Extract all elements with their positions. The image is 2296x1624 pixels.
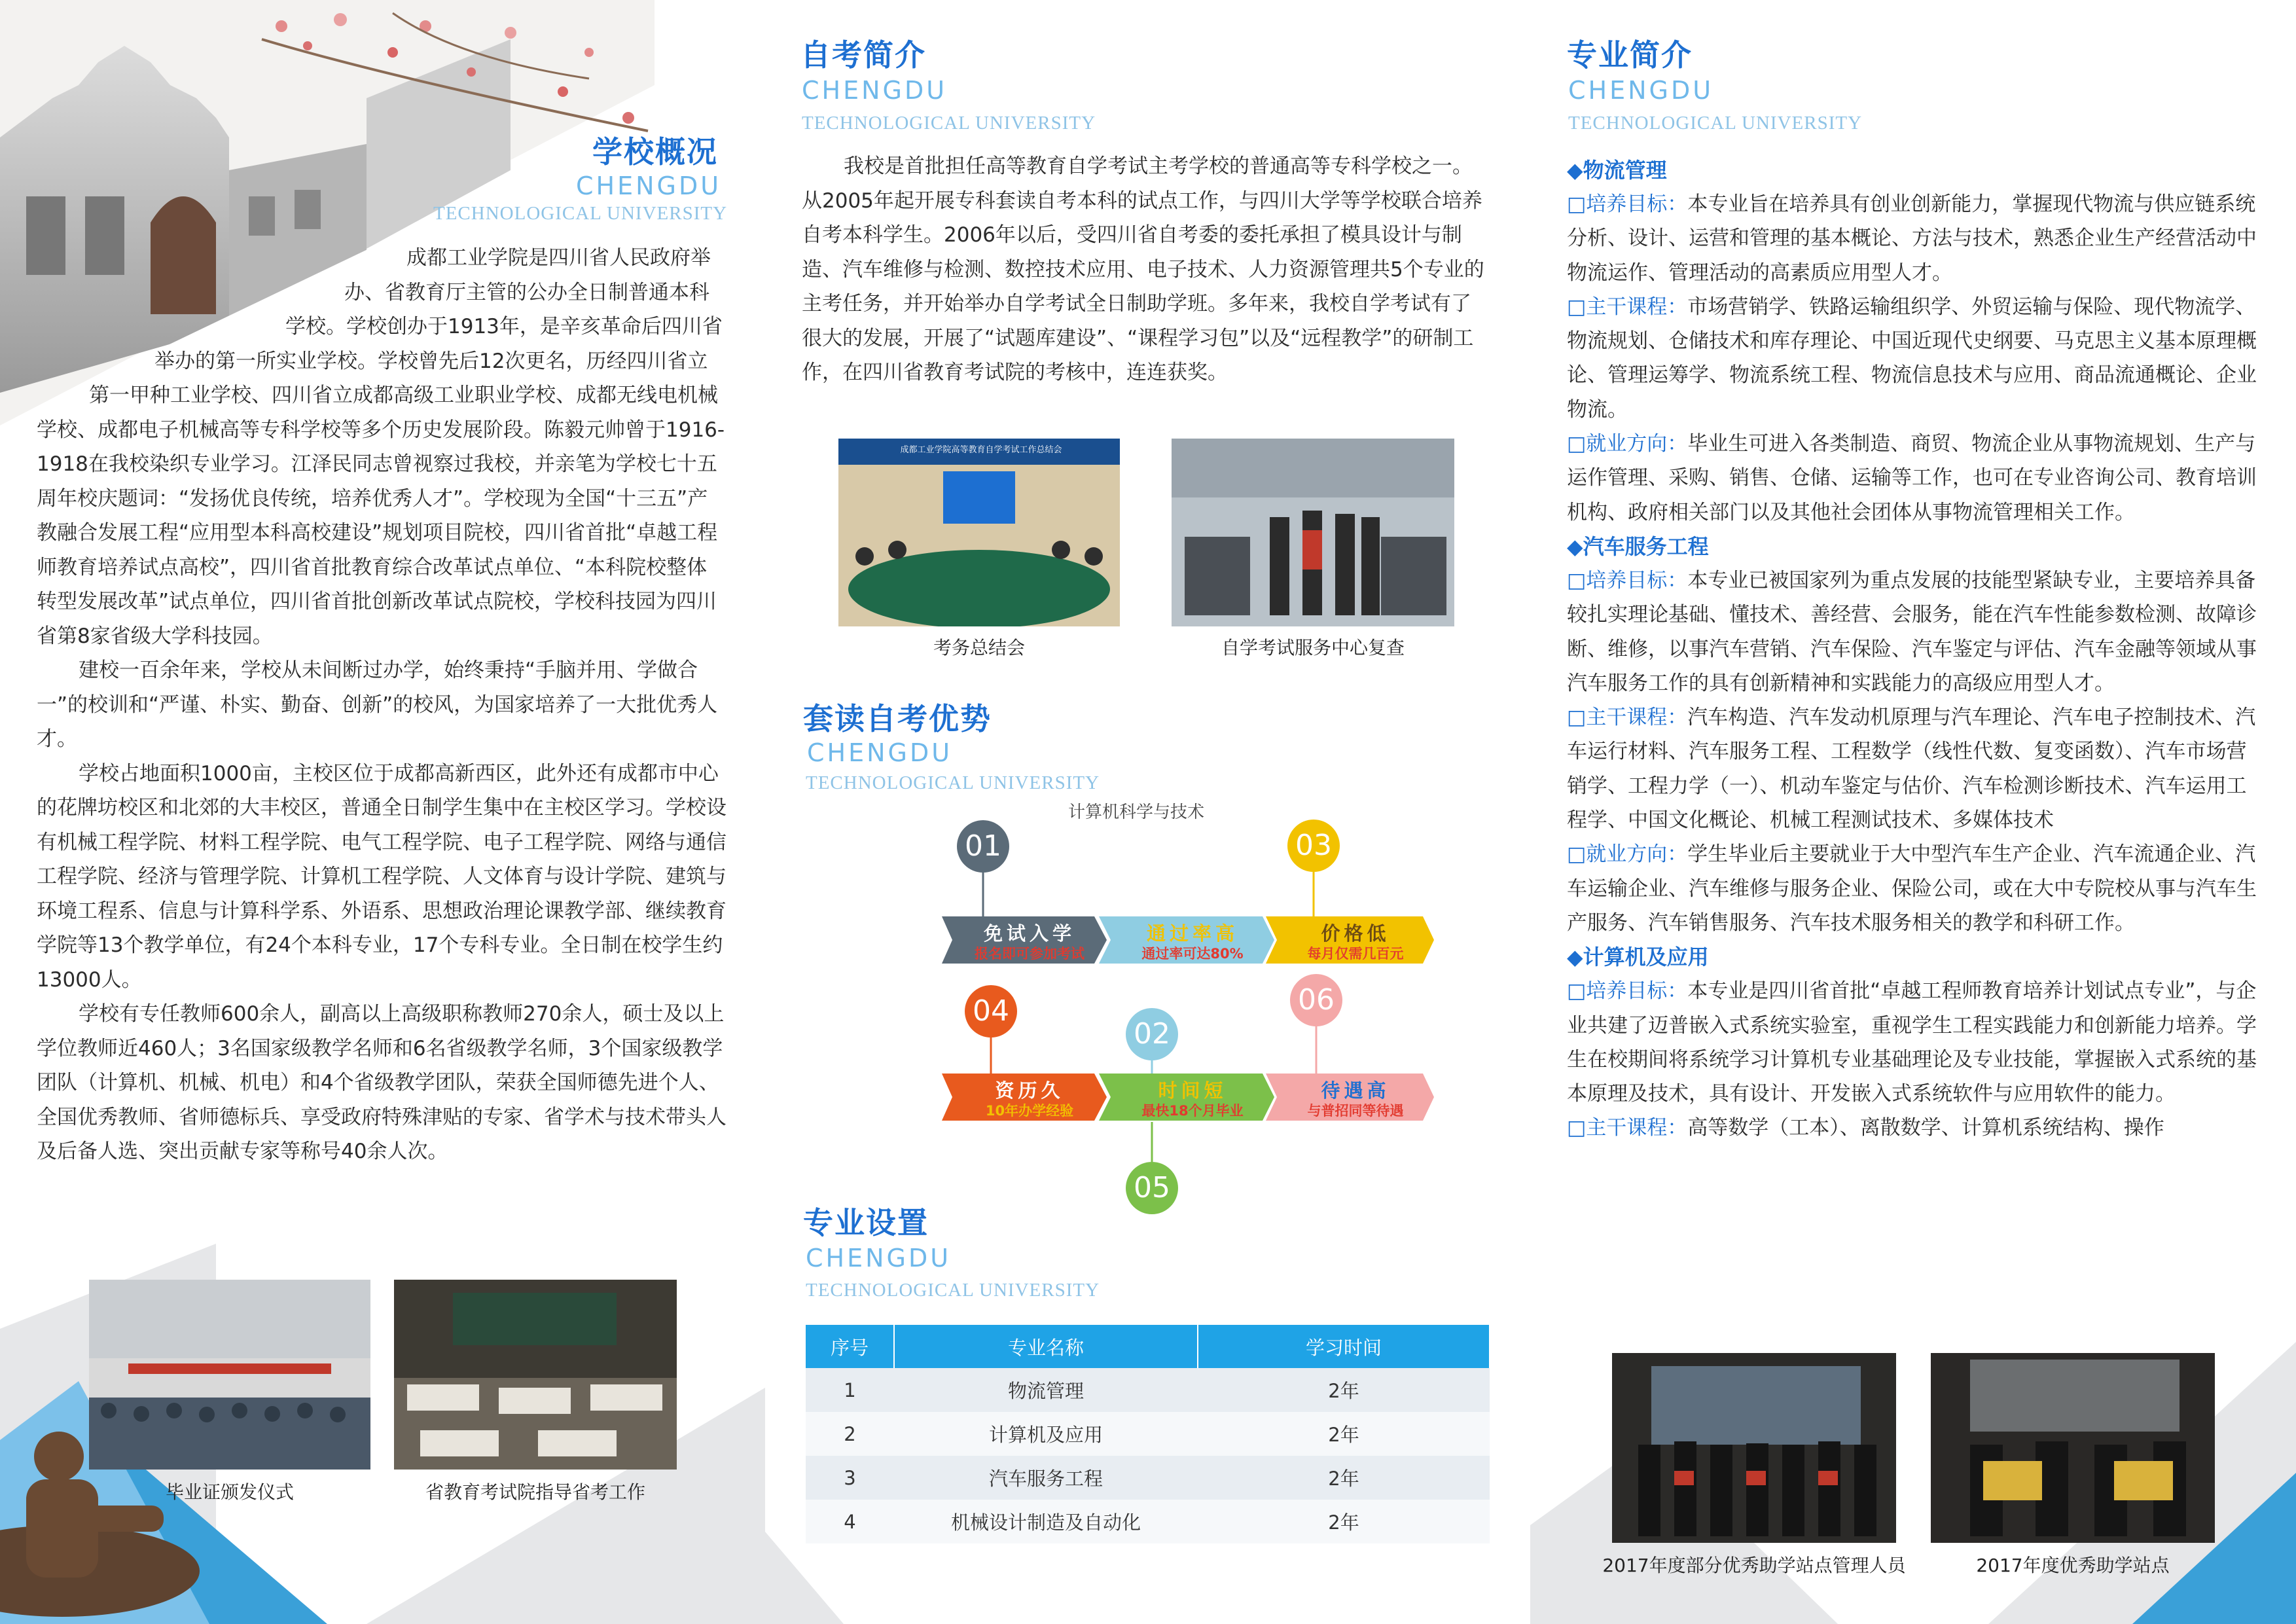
school-paragraph-4: 学校有专任教师600余人，副高以上高级职称教师270余人，硕士及以上学位教师近460人；3名国家级教学名师和6名省级教学名师，3个国家级教学团队（计算机、机械、机电）和4个省级教学团队，荣获全国师德先进个人、全国优秀教师、省师德标兵、享受政府特殊津贴的专家、省学术与技术带头人及后备人选、突出贡献专家等称号40余人次。 bbox=[37, 1002, 726, 1163]
majors-title: 专业设置 bbox=[803, 1205, 929, 1240]
panel-self-exam bbox=[765, 0, 1530, 1624]
advantage-item-01: 免试入学 报名即可参加考试 bbox=[975, 922, 1085, 962]
excellent-site-photo bbox=[1931, 1353, 2215, 1543]
advantage-item-05: 时间短 最快18个月毕业 bbox=[1141, 1079, 1244, 1119]
school-body bbox=[37, 241, 727, 1169]
site-managers-caption: 2017年度部分优秀助学站点管理人员 bbox=[1602, 1555, 1906, 1576]
advantage-item-04: 资历久 10年办学经验 bbox=[985, 1079, 1074, 1119]
intro-body: ◆物流管理 □培养目标：本专业旨在培养具有创业创新能力，掌握现代物流与供应链系统分析、设计、运营和管理的基本概论、方法与技术，熟悉企业生产经营活动中物流运作、管理活动的高素质应用型人才。 □主干课程：市场营销学、铁路运输组织学、外贸运输与保险、现代物流学、物流规划、仓储技术和库存理论、中国近现代史纲要、马克思主义基本原理概论、管理运筹学、物流系统工程、物流信息技术与应用、商品流通概论、企业物流。 □就业方向：毕业生可进入各类制造、商贸、物流企业从事物流规划、生产与运作管理、采购、销售、仓储、运输等工作，也可在专业咨询公司、教育培训机构、政府相关部门以及其他社会团体从事物流管理相关工作。 ◆汽车服务工程 □培养目标：本专业已被国家列为重点发展的技能型紧缺专业，主要培养具备较扎实理论基础、懂技术、善经营、会服务，能在汽车性能参数检测、故障诊断、维修，以事汽车营销、汽车保险、汽车鉴定与评估、汽车金融等领域从事汽车服务工作的具有创新精神和实践能力的高级应用型人才。 □主干课程：汽车构造、汽车发动机原理与汽车理论、汽车电子控制技术、汽车运行材料、汽车服务工程、工程数学（线性代数、复变函数）、汽车市场营销学、工程力学（一）、机动车鉴定与估价、汽车检测诊断技术、汽车运用工程学、中国文化概论、机械工程测试技术、多媒体技术 □就业方向：学生毕业后主要就业于大中型汽车生产企业、汽车流通企业、汽车运输企业、汽车维修与服务企业、保险公司，或在大中专院校从事与汽车生产服务、汽车销售服务、汽车技术服务相关的教学和科研工作。 ◆计算机及应用 □培养目标：本专业是四川省首批“卓越工程师教育培养计划试点专业”，与企业共建了迈普嵌入式系统实验室，重视学生工程实践能力和创新能力培养。学生在校期间将系统学习计算机专业基础理论及专业技能，掌握嵌入式系统的基本原理及技术，具有设计、开发嵌入式系统软件与应用软件的能力。 □主干课程：高等数学（工本）、离散数学、计算机系统结构、操作 bbox=[1567, 153, 2261, 1146]
site-managers-photo bbox=[1612, 1353, 1896, 1543]
advantage-circle-03: 03 bbox=[1287, 820, 1340, 872]
exam-summary-caption: 考务总结会 bbox=[933, 637, 1025, 659]
advantage-circle-05: 05 bbox=[1126, 1162, 1178, 1214]
advantage-subtitle: 计算机科学与技术 bbox=[1068, 803, 1205, 822]
advantage-circle-06: 06 bbox=[1290, 974, 1342, 1026]
school-paragraph-1: 成都工业学院是四川省人民政府举办、省教育厅主管的公办全日制普通本科学校。学校创办于1913年，是辛亥革命后四川省举办的第一所实业学校。学校曾先后12次更名，历经四川省立第一甲种工业学校、四川省立成都高级工业职业学校、成都无线电机械学校、成都电子机械高等专科学校等多个历史发展阶段。陈毅元帅曾于1916-1918在我校染织专业学习。江泽民同志曾视察过我校，并亲笔为学校七十五周年校庆题词：“发扬优良传统，培养优秀人才”。学校现为全国“十三五”产教融合发展工程“应用型本科高校建设”规划项目院校，四川省首批“卓越工程师教育培养试点高校”，四川省首批教育综合改革试点单位、“本科院校整体转型发展改革”试点单位，四川省首批创新改革试点院校，学校科技园为四川省第8家省级大学科技园。 bbox=[37, 246, 725, 648]
school-en-line2: TECHNOLOGICAL UNIVERSITY bbox=[433, 203, 728, 224]
advantage-title: 套读自考优势 bbox=[803, 701, 992, 736]
table-row: 3 汽车服务工程 2年 bbox=[806, 1456, 1490, 1500]
graduation-caption: 毕业证颁发仪式 bbox=[165, 1481, 294, 1503]
graduation-photo bbox=[89, 1280, 370, 1470]
exam-paragraph: 我校是首批担任高等教育自学考试主考学校的普通高等专科学校之一。从2005年起开展专科套读自考本科的试点工作，与四川大学等学校联合培养自考本科学生。2006年以后，受四川省自考委的委托承担了模具设计与制造、汽车维修与检测、数控技术应用、电子技术、人力资源管理共5个专业的主考任务，并开始举办自学考试全日制助学班。多年来，我校自学考试有了很大的发展，开展了“试题库建设”、“课程学习包”以及“远程教学”的研制工作，在四川省教育考试院的考核中，连连获奖。 bbox=[802, 154, 1484, 384]
school-en-line1: CHENGDU bbox=[576, 171, 722, 200]
advantage-circle-02: 02 bbox=[1126, 1008, 1178, 1060]
intro-title: 专业简介 bbox=[1567, 37, 1693, 73]
excellent-site-caption: 2017年度优秀助学站点 bbox=[1976, 1555, 2170, 1576]
section-head-logistics: ◆物流管理 bbox=[1567, 158, 1667, 183]
header-duration: 学习时间 bbox=[1198, 1325, 1490, 1368]
majors-en-line1: CHENGDU bbox=[806, 1244, 952, 1272]
exam-en-line2: TECHNOLOGICAL UNIVERSITY bbox=[802, 113, 1096, 134]
table-row: 1 物流管理 2年 bbox=[806, 1368, 1490, 1412]
school-paragraph-3: 学校占地面积1000亩，主校区位于成都高新西区，此外还有成都市中心的花牌坊校区和北郊的大丰校区，普通全日制学生集中在主校区学习。学校设有机械工程学院、材料工程学院、电气工程学院、电子工程学院、网络与通信工程学院、经济与管理学院、计算机工程学院、人文体育与设计学院、建筑与环境工程系、信息与计算科学系、外语系、思想政治理论课教学部、继续教育学院等13个教学单位，有24个本科专业，17个专科专业。全日制在校学生约13000人。 bbox=[37, 761, 726, 992]
advantage-item-02: 通过率高 通过率可达80% bbox=[1141, 922, 1244, 962]
header-index: 序号 bbox=[806, 1325, 894, 1368]
majors-table bbox=[806, 1325, 1490, 1543]
advantage-item-03: 价格低 每月仅需几百元 bbox=[1307, 922, 1404, 962]
school-paragraph-2: 建校一百余年来，学校从未间断过办学，始终秉持“手脑并用、学做合一”的校训和“严谨、朴实、勤奋、创新”的校风，为国家培养了一大批优秀人才。 bbox=[37, 659, 718, 751]
school-title: 学校概况 bbox=[592, 134, 718, 170]
advantage-en-line2: TECHNOLOGICAL UNIVERSITY bbox=[806, 772, 1100, 793]
table-row: 4 机械设计制造及自动化 2年 bbox=[806, 1500, 1490, 1543]
exam-title: 自考简介 bbox=[800, 37, 926, 73]
exam-summary-banner: 成都工业学院高等教育自学考试工作总结会 bbox=[900, 445, 1062, 455]
header-major: 专业名称 bbox=[894, 1325, 1198, 1368]
advantage-item-06: 待遇高 与普招同等待遇 bbox=[1307, 1079, 1404, 1119]
advantage-circle-01: 01 bbox=[957, 820, 1009, 873]
section-head-computer: ◆计算机及应用 bbox=[1567, 945, 1709, 970]
panel-major-intro bbox=[1530, 0, 2296, 1624]
table-row: 2 计算机及应用 2年 bbox=[806, 1412, 1490, 1456]
section-head-auto-service: ◆汽车服务工程 bbox=[1567, 533, 1709, 559]
exam-room-photo bbox=[394, 1280, 677, 1470]
majors-en-line2: TECHNOLOGICAL UNIVERSITY bbox=[806, 1280, 1100, 1301]
majors-table-header bbox=[806, 1325, 1490, 1368]
service-center-caption: 自学考试服务中心复查 bbox=[1221, 637, 1405, 659]
exam-en-line1: CHENGDU bbox=[802, 76, 948, 105]
panel-school-overview bbox=[0, 0, 765, 1624]
intro-en-line2: TECHNOLOGICAL UNIVERSITY bbox=[1568, 113, 1863, 134]
intro-en-line1: CHENGDU bbox=[1568, 76, 1714, 105]
exam-room-caption: 省教育考试院指导省考工作 bbox=[425, 1481, 645, 1503]
advantage-circle-04: 04 bbox=[965, 985, 1017, 1038]
advantage-en-line1: CHENGDU bbox=[807, 738, 953, 767]
